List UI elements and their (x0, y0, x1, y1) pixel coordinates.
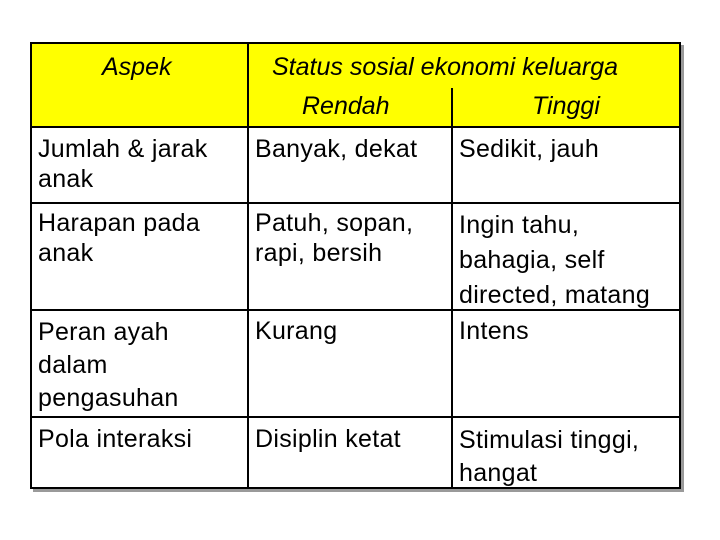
row-2-aspect: Harapan pada anak (38, 209, 201, 267)
column-divider-1 (247, 44, 249, 487)
row-divider-header (32, 126, 679, 128)
row-2-low: Patuh, sopan, rapi, bersih (255, 209, 414, 267)
row-3-high: Intens (459, 317, 529, 345)
row-4-aspect: Pola interaksi (38, 425, 193, 453)
row-3-low: Kurang (255, 317, 338, 345)
column-divider-2 (451, 88, 453, 487)
header-low: Rendah (302, 92, 390, 120)
row-4-high: Stimulasi tinggi, hangat (459, 426, 640, 487)
row-1-aspect: Jumlah & jarak anak (38, 135, 208, 193)
header-status-group: Status sosial ekonomi keluarga (272, 53, 619, 81)
row-4-low: Disiplin ketat (255, 425, 401, 453)
header-aspect: Aspek (102, 53, 172, 81)
row-divider-1 (32, 202, 679, 204)
comparison-table (30, 42, 681, 489)
header-high: Tinggi (532, 92, 600, 120)
row-divider-3 (32, 416, 679, 418)
row-2-high: Ingin tahu, bahagia, self directed, matang (459, 211, 651, 309)
row-1-low: Banyak, dekat (255, 135, 418, 163)
row-3-aspect: Peran ayah dalam pengasuhan (38, 318, 179, 412)
row-1-high: Sedikit, jauh (459, 135, 600, 163)
